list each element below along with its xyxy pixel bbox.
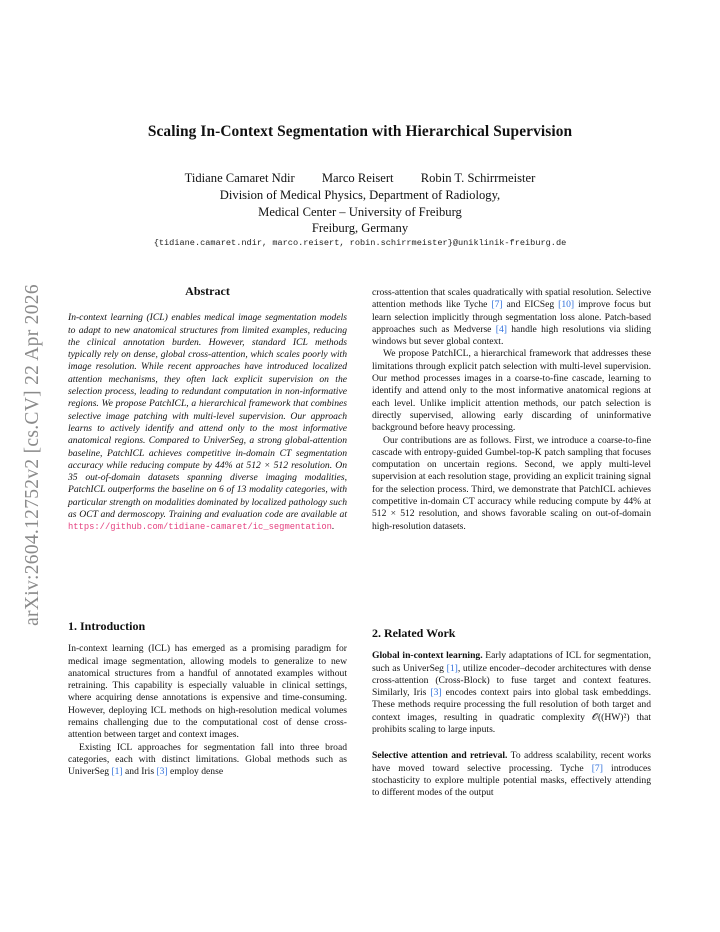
abstract-body (68, 312, 347, 533)
code-link[interactable]: https://github.com/tidiane-camaret/ic_segmentation (68, 522, 332, 533)
affiliation-line: Freiburg, Germany (311, 221, 409, 235)
citation-link[interactable]: [7] (491, 299, 503, 311)
author-name: Robin T. Schirrmeister (420, 171, 536, 185)
intro-text: Existing ICL approaches for segmentation fall into three broad categories, each with distinct limitations. Global methods such as UniverSeg (68, 741, 347, 778)
intro-text: and EICSeg (502, 299, 559, 311)
abstract-end: . (331, 521, 335, 533)
citation-link[interactable]: [4] (495, 323, 507, 335)
contributions-paragraph: Our contributions are as follows. First, we introduce a coarse-to-fine cascade with entropy-guided Gumbel-top-K patch sampling that focuses computation on uncertain regions. Second, we apply multi-level supervision at each resolution stage, providing an explicit training signal for the selection process. Third, we demonstrate that PatchICL achieves competitive in-domain CT accuracy while reducing compute by 44% at 512 × 512 resolution, and shows favorable scaling on out-of-domain high-resolution datasets. (372, 434, 651, 532)
paper-title: Scaling In-Context Segmentation with Hierarchical Supervision (147, 123, 573, 140)
abstract-text: In-context learning (ICL) enables medical image segmentation models to adapt to new anatomical structures from limited examples, reducing the clinical annotation burden. However, standard ICL methods typically rely on dense, global cross-attention, which scales poorly with image resolution. While recent approaches have introduced localized attention mechanisms, they often lack explicit supervision on the selection process, leading to redundant computation in non-informative regions. We propose PatchICL, a hierarchical framework that combines selective image patching with multi-level supervision. Our approach learns to actively identify and attend only to the most informative anatomical regions. Compared to UniverSeg, a strong global-attention baseline, PatchICL achieves competitive in-domain CT segmentation accuracy while reducing compute by 44% at 512 × 512 resolution. On 35 out-of-domain datasets spanning diverse imaging modalities, PatchICL outperforms the baseline on 6 of 13 modality categories, with particular strength on modalities dominated by localized pathology such as OCT and dermoscopy. Training and evaluation code are available at (68, 312, 347, 521)
citation-link[interactable]: [3] (430, 687, 442, 699)
intro-paragraph: In-context learning (ICL) has emerged as a promising paradigm for medical image segmentation, allowing models to generalize to new anatomical structures from a handful of annotated examples without retraining. This capability is especially valuable in clinical settings, where acquiring dense annotations is expensive and time-consuming. However, deploying ICL methods on high-resolution medical volumes remains challenging due to the computational cost of dense cross-attention between target and context images. (68, 643, 347, 741)
related-paragraph (372, 650, 651, 736)
author-list (0, 171, 720, 186)
related-text: Early adaptations of ICL for segmentation, such as UniverSeg (372, 650, 651, 674)
related-work-section (372, 627, 651, 800)
abstract-heading: Abstract (185, 284, 230, 298)
related-text: introduces stochasticity to explore multiple potential masks, effectively attending to different modes of the output (372, 762, 651, 799)
citation-link[interactable]: [1] (446, 662, 458, 674)
citation-link[interactable]: [3] (156, 766, 168, 778)
abstract-section (68, 285, 347, 534)
intro-paragraph (372, 287, 651, 348)
intro-text: cross-attention that scales quadratically with spatial resolution. Selective attention methods like Tyche (372, 287, 651, 311)
author-emails: {tidiane.camaret.ndir, marco.reisert, robin.schirrmeister}@uniklinik-freiburg.de (153, 238, 567, 248)
affiliation-line: Division of Medical Physics, Department of Radiology, (219, 188, 501, 202)
author-name: Tidiane Camaret Ndir (184, 171, 295, 185)
affiliation-line: Medical Center – University of Freiburg (258, 205, 462, 219)
paragraph-title: Selective attention and retrieval. (372, 750, 508, 762)
intro-paragraph (68, 742, 347, 779)
arxiv-identifier: arXiv:2604.12752v2 [cs.CV] 22 Apr 2026 (22, 284, 43, 626)
intro-text: and Iris (122, 766, 157, 778)
intro-continuation (372, 287, 651, 533)
related-work-heading: 2. Related Work (372, 626, 456, 640)
intro-text: employ dense (167, 766, 224, 778)
author-name: Marco Reisert (321, 171, 394, 185)
related-text: To address scalability, recent works have moved toward selective processing. Tyche (372, 750, 651, 774)
intro-paragraph: We propose PatchICL, a hierarchical framework that addresses these limitations through explicit patch selection with multi-level supervision. Our method processes images in a coarse-to-fine cascade, learning to identify and attend only to the most informative anatomical regions at each level. Unlike implicit attention methods, our patch selection is directly supervised, allowing early discarding of uninformative background before heavy processing. (372, 348, 651, 434)
introduction-section (68, 620, 347, 779)
introduction-heading: 1. Introduction (68, 619, 146, 633)
related-text: , utilize encoder–decoder architectures with dense cross-attention (Cross-Block) to fuse target and context features. Similarly, Iris (372, 662, 651, 699)
paragraph-title: Global in-context learning. (372, 650, 483, 662)
citation-link[interactable]: [1] (111, 766, 123, 778)
citation-link[interactable]: [7] (591, 762, 603, 774)
related-text: encodes context pairs into global task embeddings. These methods require processing the full resolution of both target and context images, resulting in quadratic complexity 𝒪((HW)²) that prohibits scaling to large inputs. (372, 687, 651, 736)
intro-text: handle high resolutions via sliding windows but sever global context. (372, 323, 651, 348)
intro-text: improve focus but learn selection implicitly through segmentation loss alone. Patch-based approaches such as Medverse (372, 299, 651, 335)
arxiv-sidebar (18, 260, 48, 650)
citation-link[interactable]: [10] (558, 299, 575, 311)
related-paragraph (372, 750, 651, 799)
